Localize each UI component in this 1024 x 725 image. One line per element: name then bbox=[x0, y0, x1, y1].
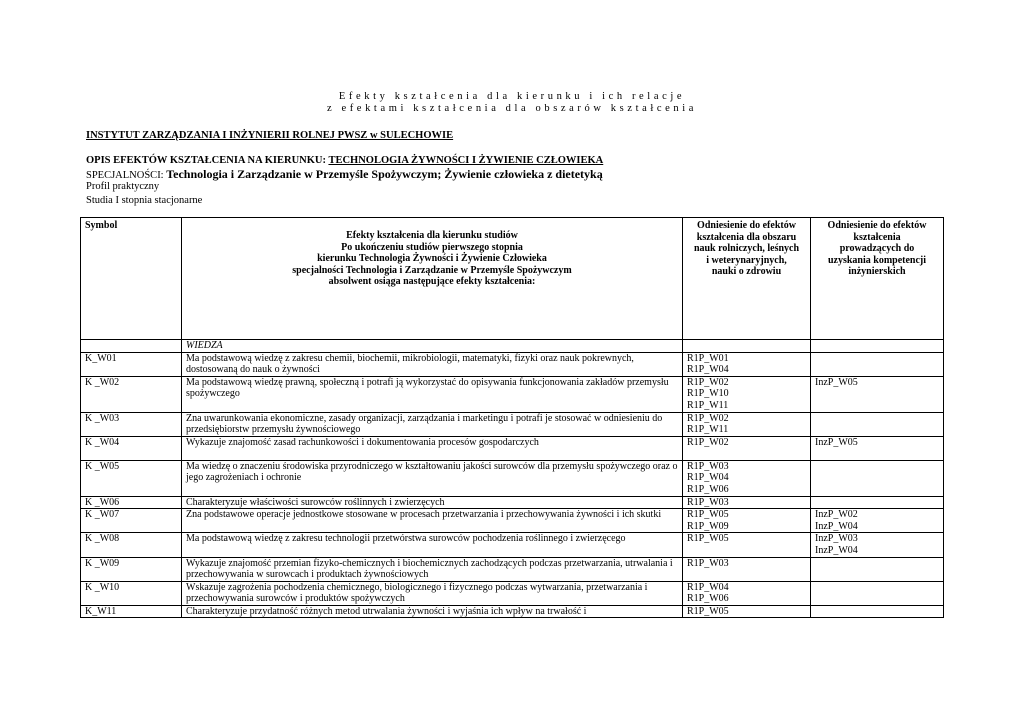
header-symbol: Symbol bbox=[81, 218, 182, 340]
area-reference-cell bbox=[683, 352, 811, 376]
outcome-description: Ma podstawową wiedzę prawną, społeczną i potrafi ją wykorzystać do opisywania funkcjonowania zakładów przemysłu spożywczego bbox=[182, 376, 683, 412]
header-efekty bbox=[182, 218, 683, 340]
area-reference-code: R1P_W03 bbox=[687, 496, 729, 508]
col_obszar-line: i weterynaryjnych, bbox=[706, 254, 787, 266]
engineering-reference-cell bbox=[811, 376, 944, 412]
area-reference-code: R1P_W11 bbox=[687, 424, 729, 436]
col_efekty-line: Po ukończeniu studiów pierwszego stopnia bbox=[341, 241, 523, 253]
col_kompetencje-line: prowadzących do bbox=[839, 243, 915, 255]
area-reference-cell bbox=[683, 412, 811, 436]
table-row bbox=[81, 496, 944, 509]
section-row bbox=[81, 340, 944, 353]
engineering-reference-cell bbox=[811, 460, 944, 496]
area-reference-code: R1P_W04 bbox=[687, 364, 729, 376]
area-reference-cell bbox=[683, 605, 811, 618]
outcome-symbol: K _W07 bbox=[81, 509, 182, 533]
engineering-reference-cell bbox=[811, 581, 944, 605]
table-header-row bbox=[81, 218, 944, 340]
area-reference-code: R1P_W03 bbox=[687, 557, 729, 569]
outcome-symbol: K_W11 bbox=[81, 605, 182, 618]
engineering-reference-code: InzP_W04 bbox=[815, 520, 858, 532]
outcome-description: Ma podstawową wiedzę z zakresu chemii, biochemii, mikrobiologii, matematyki, fizyki oraz nauk pokrewnych, dostosowaną do nauk o żywności bbox=[182, 352, 683, 376]
table-row bbox=[81, 460, 944, 496]
col_kompetencje-line: Odniesienie do efektów bbox=[827, 220, 927, 231]
area-reference-code: R1P_W06 bbox=[687, 593, 729, 605]
area-reference-code: R1P_W03 bbox=[687, 460, 729, 472]
engineering-reference-code: InzP_W05 bbox=[815, 436, 858, 448]
study-mode-line: Studia I stopnia stacjonarne bbox=[86, 195, 203, 206]
document-title-line2: z efektami kształcenia dla obszarów kształcenia bbox=[326, 103, 698, 114]
area-reference-cell bbox=[683, 557, 811, 581]
col_efekty-line: specjalności Technologia i Zarządzanie w Przemyśle Spożywczym bbox=[292, 264, 572, 276]
outcome-description: Charakteryzuje przydatność różnych metod utrwalania żywności i wyjaśnia ich wpływ na trwałość i bbox=[182, 605, 683, 618]
engineering-reference-cell bbox=[811, 412, 944, 436]
outcome-symbol: K _W05 bbox=[81, 460, 182, 496]
specialization-value: Technologia i Zarządzanie w Przemyśle Spożywczym; Żywienie człowieka z dietetyką bbox=[166, 167, 603, 181]
outcome-description: Wskazuje zagrożenia pochodzenia chemicznego, biologicznego i fizycznego podczas wytwarzania, przetwarzania i przechowywania surowców i produktów spożywczych bbox=[182, 581, 683, 605]
area-reference-cell bbox=[683, 581, 811, 605]
engineering-reference-cell bbox=[811, 533, 944, 557]
table-row bbox=[81, 557, 944, 581]
outcome-description: Zna uwarunkowania ekonomiczne, zasady organizacji, zarządzania i marketingu i potrafi je stosować w odniesieniu do przedsiębiorstw przemysłu żywnościowego bbox=[182, 412, 683, 436]
col_kompetencje-line: uzyskania kompetencji bbox=[827, 254, 927, 266]
col_obszar-line: nauk rolniczych, leśnych bbox=[693, 243, 800, 255]
outcome-description: Wykazuje znajomość przemian fizyko-chemicznych i biochemicznych zachodzących podczas przetwarzania, utrwalania i przechowywania w surowcach i produktach żywnościowych bbox=[182, 557, 683, 581]
col_efekty-line: Efekty kształcenia dla kierunku studiów bbox=[346, 230, 518, 241]
col_obszar-line: nauki o zdrowiu bbox=[711, 266, 782, 278]
area-reference-code: R1P_W05 bbox=[687, 533, 729, 545]
outcome-description: Charakteryzuje właściwości surowców roślinnych i zwierzęcych bbox=[182, 496, 683, 509]
profile-line: Profil praktyczny bbox=[86, 181, 160, 192]
area-reference-cell bbox=[683, 496, 811, 509]
outcome-symbol: K _W08 bbox=[81, 533, 182, 557]
section-wiedza: WIEDZA bbox=[182, 340, 683, 353]
program-heading-prefix: OPIS EFEKTÓW KSZTAŁCENIA NA KIERUNKU: bbox=[86, 155, 329, 166]
area-reference-code: R1P_W05 bbox=[687, 509, 729, 521]
engineering-reference-cell bbox=[811, 509, 944, 533]
table-row bbox=[81, 412, 944, 436]
table-row bbox=[81, 581, 944, 605]
area-reference-cell bbox=[683, 376, 811, 412]
engineering-reference-cell bbox=[811, 352, 944, 376]
area-reference-code: R1P_W02 bbox=[687, 412, 729, 424]
engineering-reference-cell bbox=[811, 496, 944, 509]
table-row bbox=[81, 352, 944, 376]
outcome-description: Ma podstawową wiedzę z zakresu technologii przetwórstwa surowców pochodzenia roślinnego i zwierzęcego bbox=[182, 533, 683, 557]
learning-outcomes-table bbox=[80, 217, 944, 618]
outcome-symbol: K _W02 bbox=[81, 376, 182, 412]
specialization-prefix: SPECJALNOŚCI: bbox=[86, 170, 167, 181]
table-row bbox=[81, 533, 944, 557]
col_obszar-line: kształcenia dla obszaru bbox=[696, 231, 797, 243]
institute-heading: INSTYTUT ZARZĄDZANIA I INŻYNIERII ROLNEJ PWSZ w SULECHOWIE bbox=[86, 130, 454, 141]
table-row bbox=[81, 376, 944, 412]
outcome-symbol: K _W09 bbox=[81, 557, 182, 581]
col_efekty-line: kierunku Technologia Żywności i Żywienie Człowieka bbox=[317, 253, 547, 265]
area-reference-code: R1P_W05 bbox=[687, 605, 729, 617]
engineering-reference-code: InzP_W04 bbox=[815, 544, 858, 556]
area-reference-cell bbox=[683, 436, 811, 460]
engineering-reference-cell bbox=[811, 557, 944, 581]
table-row bbox=[81, 436, 944, 460]
area-reference-code: R1P_W06 bbox=[687, 483, 729, 495]
document-title-line1: Efekty kształcenia dla kierunku i ich relacje bbox=[338, 91, 686, 102]
table-row bbox=[81, 605, 944, 618]
program-heading bbox=[86, 155, 603, 167]
area-reference-code: R1P_W01 bbox=[687, 352, 729, 364]
program-name: TECHNOLOGIA ŻYWNOŚCI I ŻYWIENIE CZŁOWIEKA bbox=[328, 155, 604, 166]
engineering-reference-code: InzP_W05 bbox=[815, 376, 858, 388]
area-reference-code: R1P_W02 bbox=[687, 436, 729, 448]
area-reference-code: R1P_W04 bbox=[687, 581, 729, 593]
outcome-symbol: K _W10 bbox=[81, 581, 182, 605]
engineering-reference-code: InzP_W02 bbox=[815, 509, 858, 521]
outcome-symbol: K _W06 bbox=[81, 496, 182, 509]
engineering-reference-code: InzP_W03 bbox=[815, 533, 858, 545]
table-row bbox=[81, 509, 944, 533]
outcome-symbol: K _W04 bbox=[81, 436, 182, 460]
area-reference-cell bbox=[683, 509, 811, 533]
col_kompetencje-line: inżynierskich bbox=[848, 266, 906, 278]
outcome-description: Zna podstawowe operacje jednostkowe stosowane w procesach przetwarzania i przechowywania żywności i ich skutki bbox=[182, 509, 683, 533]
outcome-description: Wykazuje znajomość zasad rachunkowości i dokumentowania procesów gospodarczych bbox=[182, 436, 683, 460]
header-obszar bbox=[683, 218, 811, 340]
outcome-description: Ma wiedzę o znaczeniu środowiska przyrodniczego w kształtowaniu jakości surowców dla przemysłu spożywczego oraz o jego zagrożeniach i ochronie bbox=[182, 460, 683, 496]
outcome-symbol: K_W01 bbox=[81, 352, 182, 376]
area-reference-code: R1P_W10 bbox=[687, 388, 729, 400]
area-reference-code: R1P_W02 bbox=[687, 376, 729, 388]
area-reference-code: R1P_W04 bbox=[687, 472, 729, 484]
area-reference-code: R1P_W09 bbox=[687, 520, 729, 532]
col_kompetencje-line: kształcenia bbox=[853, 231, 901, 243]
col_efekty-line: absolwent osiąga następujące efekty kształcenia: bbox=[328, 276, 536, 288]
engineering-reference-cell bbox=[811, 605, 944, 618]
area-reference-code: R1P_W11 bbox=[687, 399, 729, 411]
specialization-line bbox=[86, 168, 603, 182]
area-reference-cell bbox=[683, 460, 811, 496]
engineering-reference-cell bbox=[811, 436, 944, 460]
outcome-symbol: K _W03 bbox=[81, 412, 182, 436]
area-reference-cell bbox=[683, 533, 811, 557]
header-kompetencje bbox=[811, 218, 944, 340]
col_obszar-line: Odniesienie do efektów bbox=[697, 220, 796, 231]
